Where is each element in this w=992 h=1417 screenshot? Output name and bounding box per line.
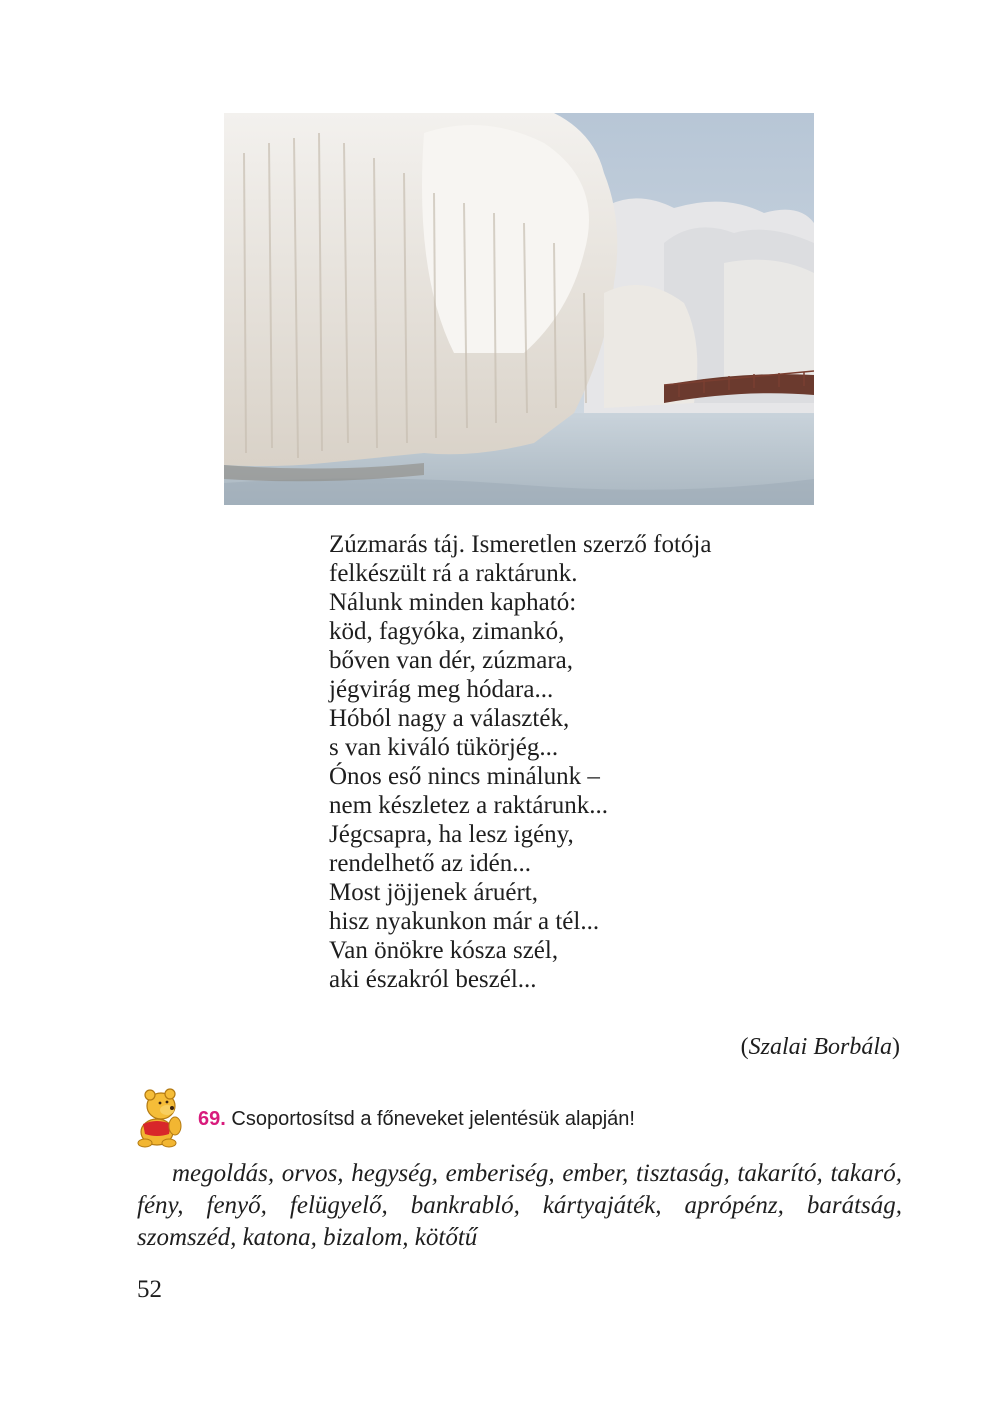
task-instruction [198, 1108, 635, 1131]
poem-line: aki északról beszél... [329, 966, 537, 993]
poem-line: nem készletez a raktárunk... [329, 792, 609, 819]
bear-mascot-icon [133, 1088, 189, 1148]
poem-line: Hóból nagy a választék, [329, 705, 570, 732]
word-list: megoldás, orvos, hegység, emberiség, ember, tisztaság, takarító, takaró, fény, fenyő, felügyelő, bankrabló, kártyajáték, aprópénz, barátság, szomszéd, katona, bizalom, kötőtű [137, 1160, 902, 1251]
poem-line: jégvirág meg hódara... [329, 676, 554, 703]
poem-line: Ónos eső nincs minálunk – [329, 763, 600, 790]
poem-line: köd, fagyóka, zimankó, [329, 618, 565, 645]
poem-author [741, 1034, 900, 1061]
poem-line: s van kiváló tükörjég... [329, 734, 559, 761]
poem-line: Zúzmarás táj. Ismeretlen szerző fotója [329, 531, 712, 558]
poem-line: Most jöjjenek áruért, [329, 879, 538, 906]
page-number: 52 [137, 1276, 162, 1303]
frosted-landscape-photo [224, 113, 814, 505]
poem-line: Jégcsapra, ha lesz igény, [329, 821, 574, 848]
poem-line: bőven van dér, zúzmara, [329, 647, 574, 674]
author-paren-close: ) [892, 1034, 900, 1060]
poem [329, 530, 889, 994]
poem-line: Nálunk minden kapható: [329, 589, 577, 616]
author-name: Szalai Borbála [748, 1034, 892, 1060]
task-text: Csoportosítsd a főneveket jelentésük alapján! [231, 1108, 635, 1130]
poem-line: rendelhető az idén... [329, 850, 531, 877]
poem-line: Van önökre kósza szél, [329, 937, 559, 964]
poem-line: hisz nyakunkon már a tél... [329, 908, 600, 935]
task-number: 69. [198, 1108, 226, 1130]
author-paren-open: ( [740, 1034, 749, 1060]
poem-line: felkészült rá a raktárunk. [329, 560, 578, 587]
